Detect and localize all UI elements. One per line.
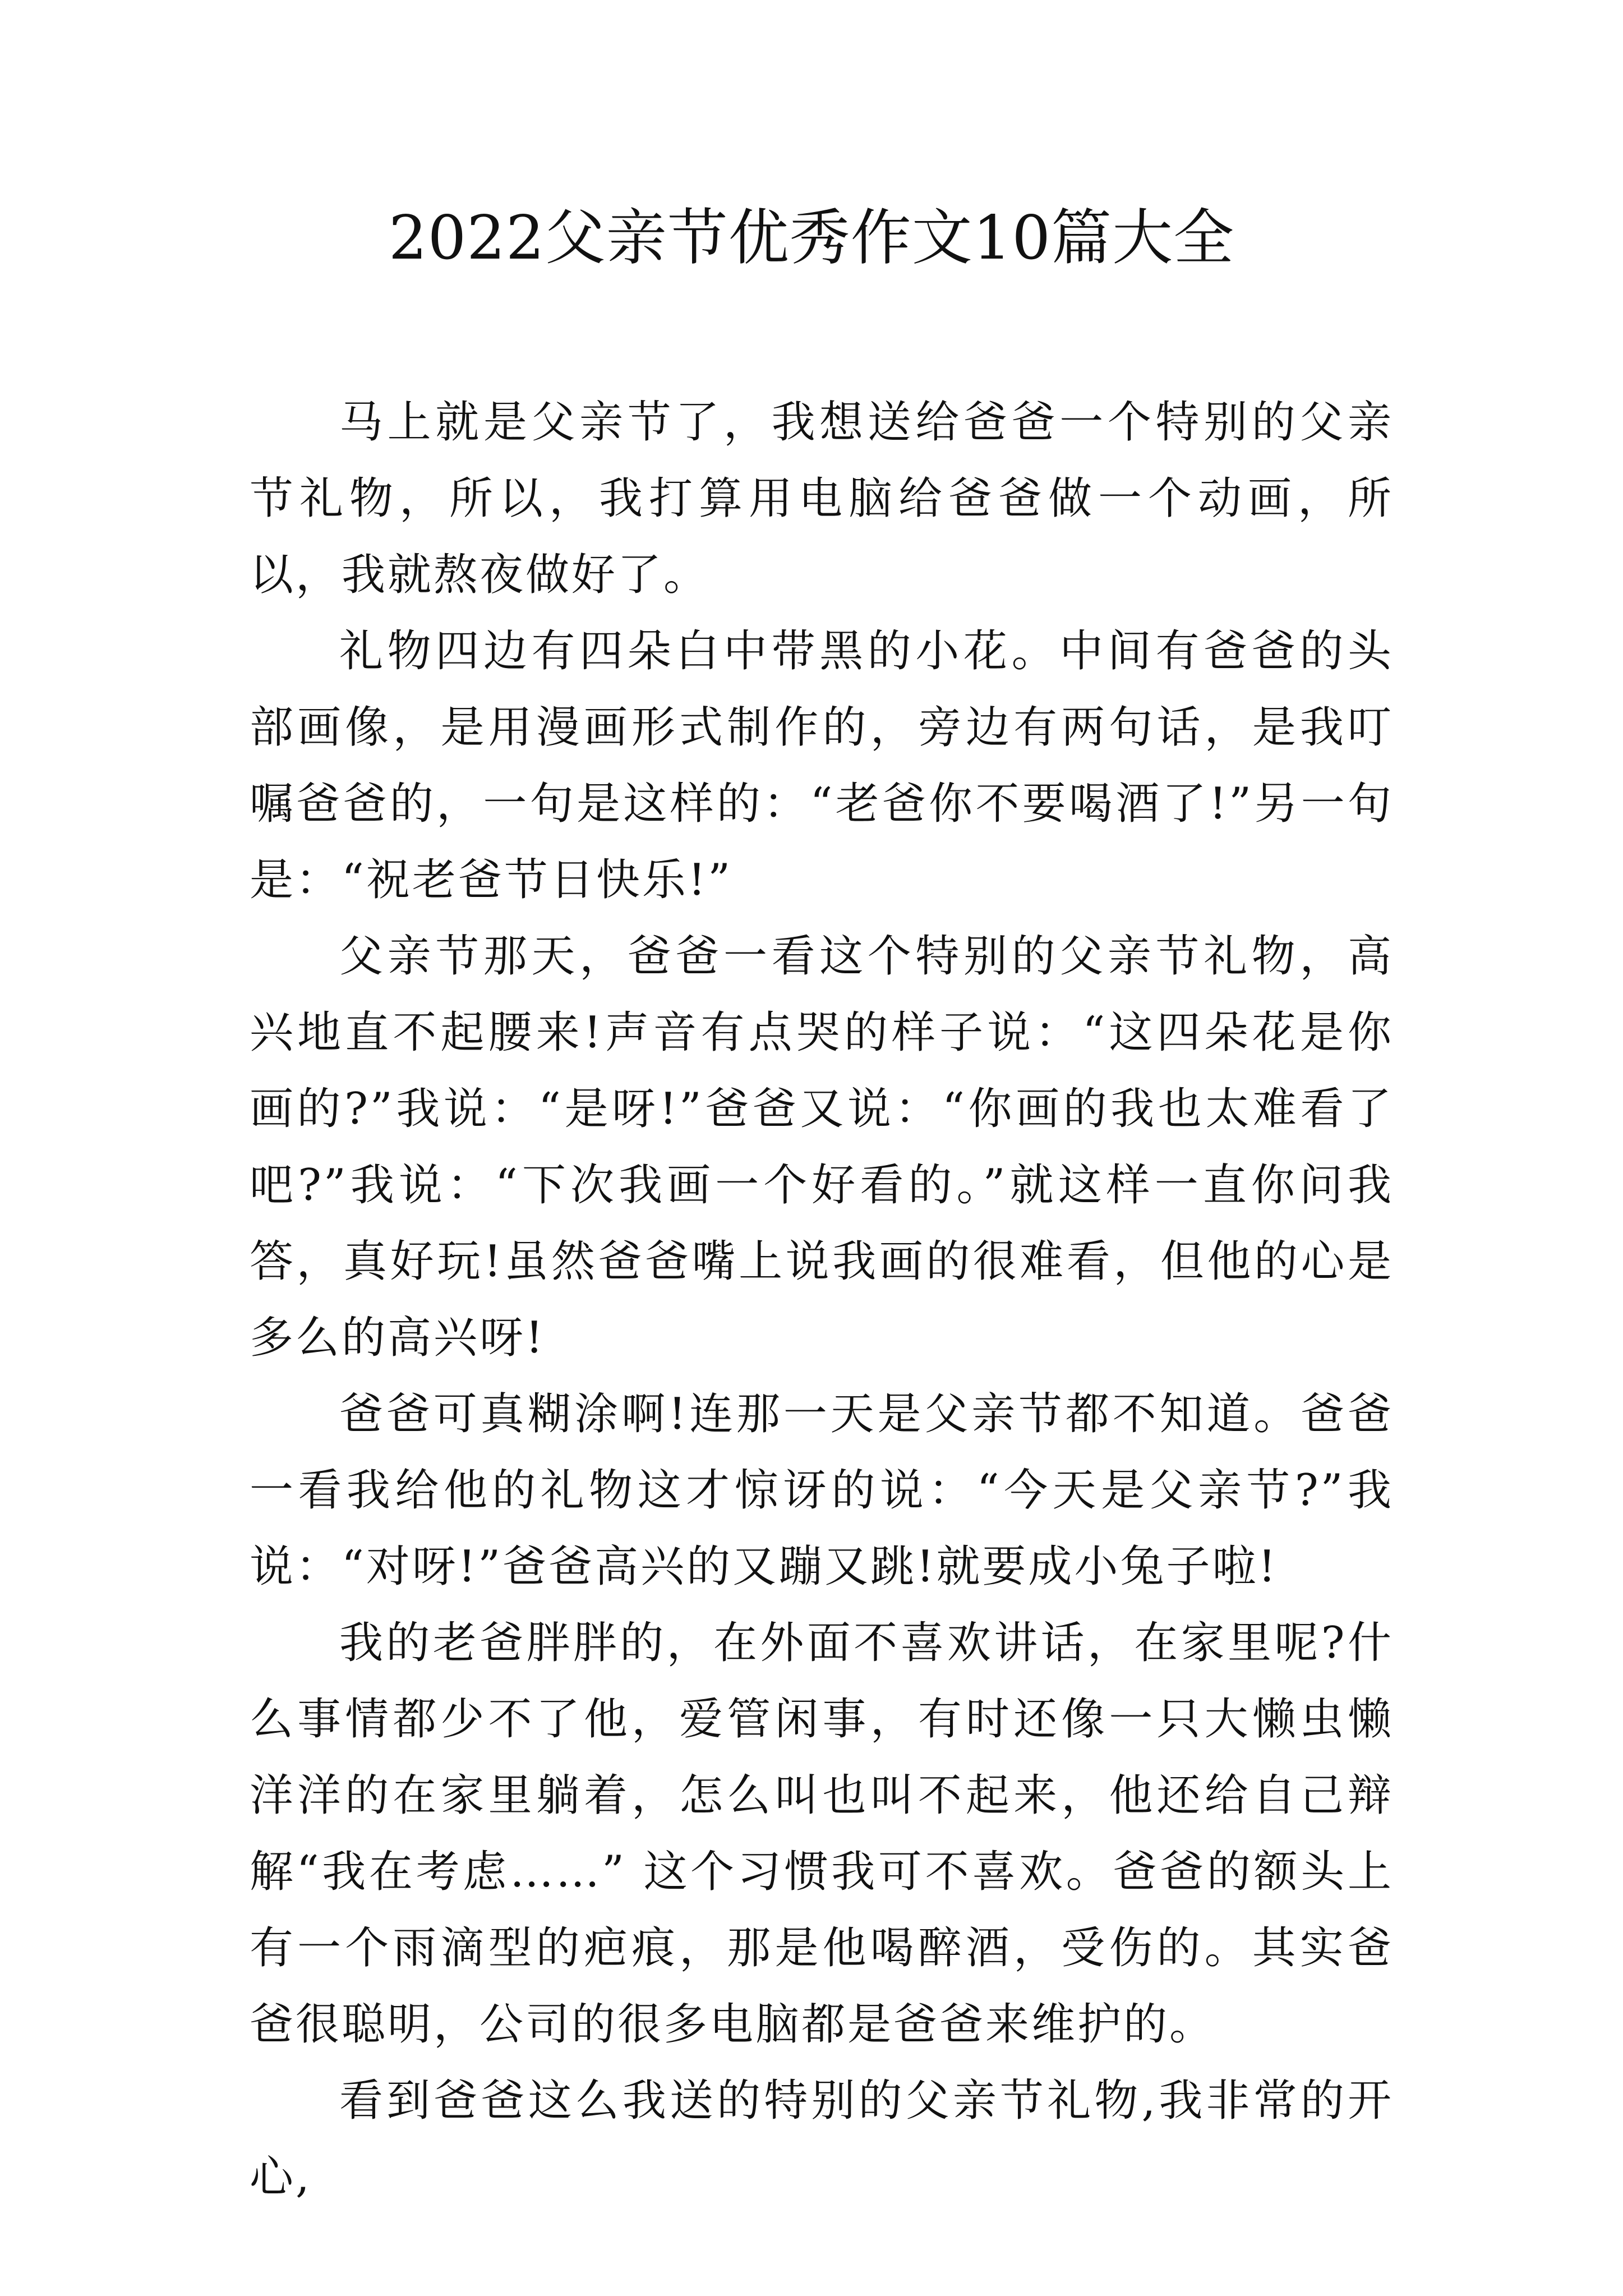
essay-body xyxy=(250,384,1394,2215)
page-title: 2022父亲节优秀作文10篇大全 xyxy=(388,203,1235,273)
paragraph-2: 礼物四边有四朵白中带黑的小花。中间有爸爸的头部画像，是用漫画形式制作的，旁边有两句话，是我叮嘱爸爸的，一句是这样的：“老爸你不要喝酒了!”另一句是：“祝老爸节日快乐!” xyxy=(250,626,1394,905)
paragraph-5: 我的老爸胖胖的，在外面不喜欢讲话，在家里呢?什么事情都少不了他，爱管闲事，有时还像一只大懒虫懒洋洋的在家里躺着，怎么叫也叫不起来，他还给自己辩解“我在考虑……” 这个习惯我可不喜欢。爸爸的额头上有一个雨滴型的疤痕，那是他喝醉酒，受伤的。其实爸爸很聪明，公司的很多电脑都是爸爸来维护的。 xyxy=(250,1618,1394,2050)
paragraph-1: 马上就是父亲节了，我想送给爸爸一个特别的父亲节礼物，所以，我打算用电脑给爸爸做一个动画，所以，我就熬夜做好了。 xyxy=(250,397,1394,600)
paragraph-4: 爸爸可真糊涂啊!连那一天是父亲节都不知道。爸爸一看我给他的礼物这才惊讶的说：“今天是父亲节?”我说：“对呀!”爸爸高兴的又蹦又跳!就要成小兔子啦! xyxy=(250,1389,1394,1592)
paragraph-3: 父亲节那天，爸爸一看这个特别的父亲节礼物，高兴地直不起腰来!声音有点哭的样子说：“这四朵花是你画的?”我说：“是呀!”爸爸又说：“你画的我也太难看了吧?”我说：“下次我画一个好看的。”就这样一直你问我答，真好玩!虽然爸爸嘴上说我画的很难看，但他的心是多么的高兴呀! xyxy=(250,931,1394,1363)
paragraph-6: 看到爸爸这么我送的特别的父亲节礼物,我非常的开心, xyxy=(250,2076,1394,2202)
